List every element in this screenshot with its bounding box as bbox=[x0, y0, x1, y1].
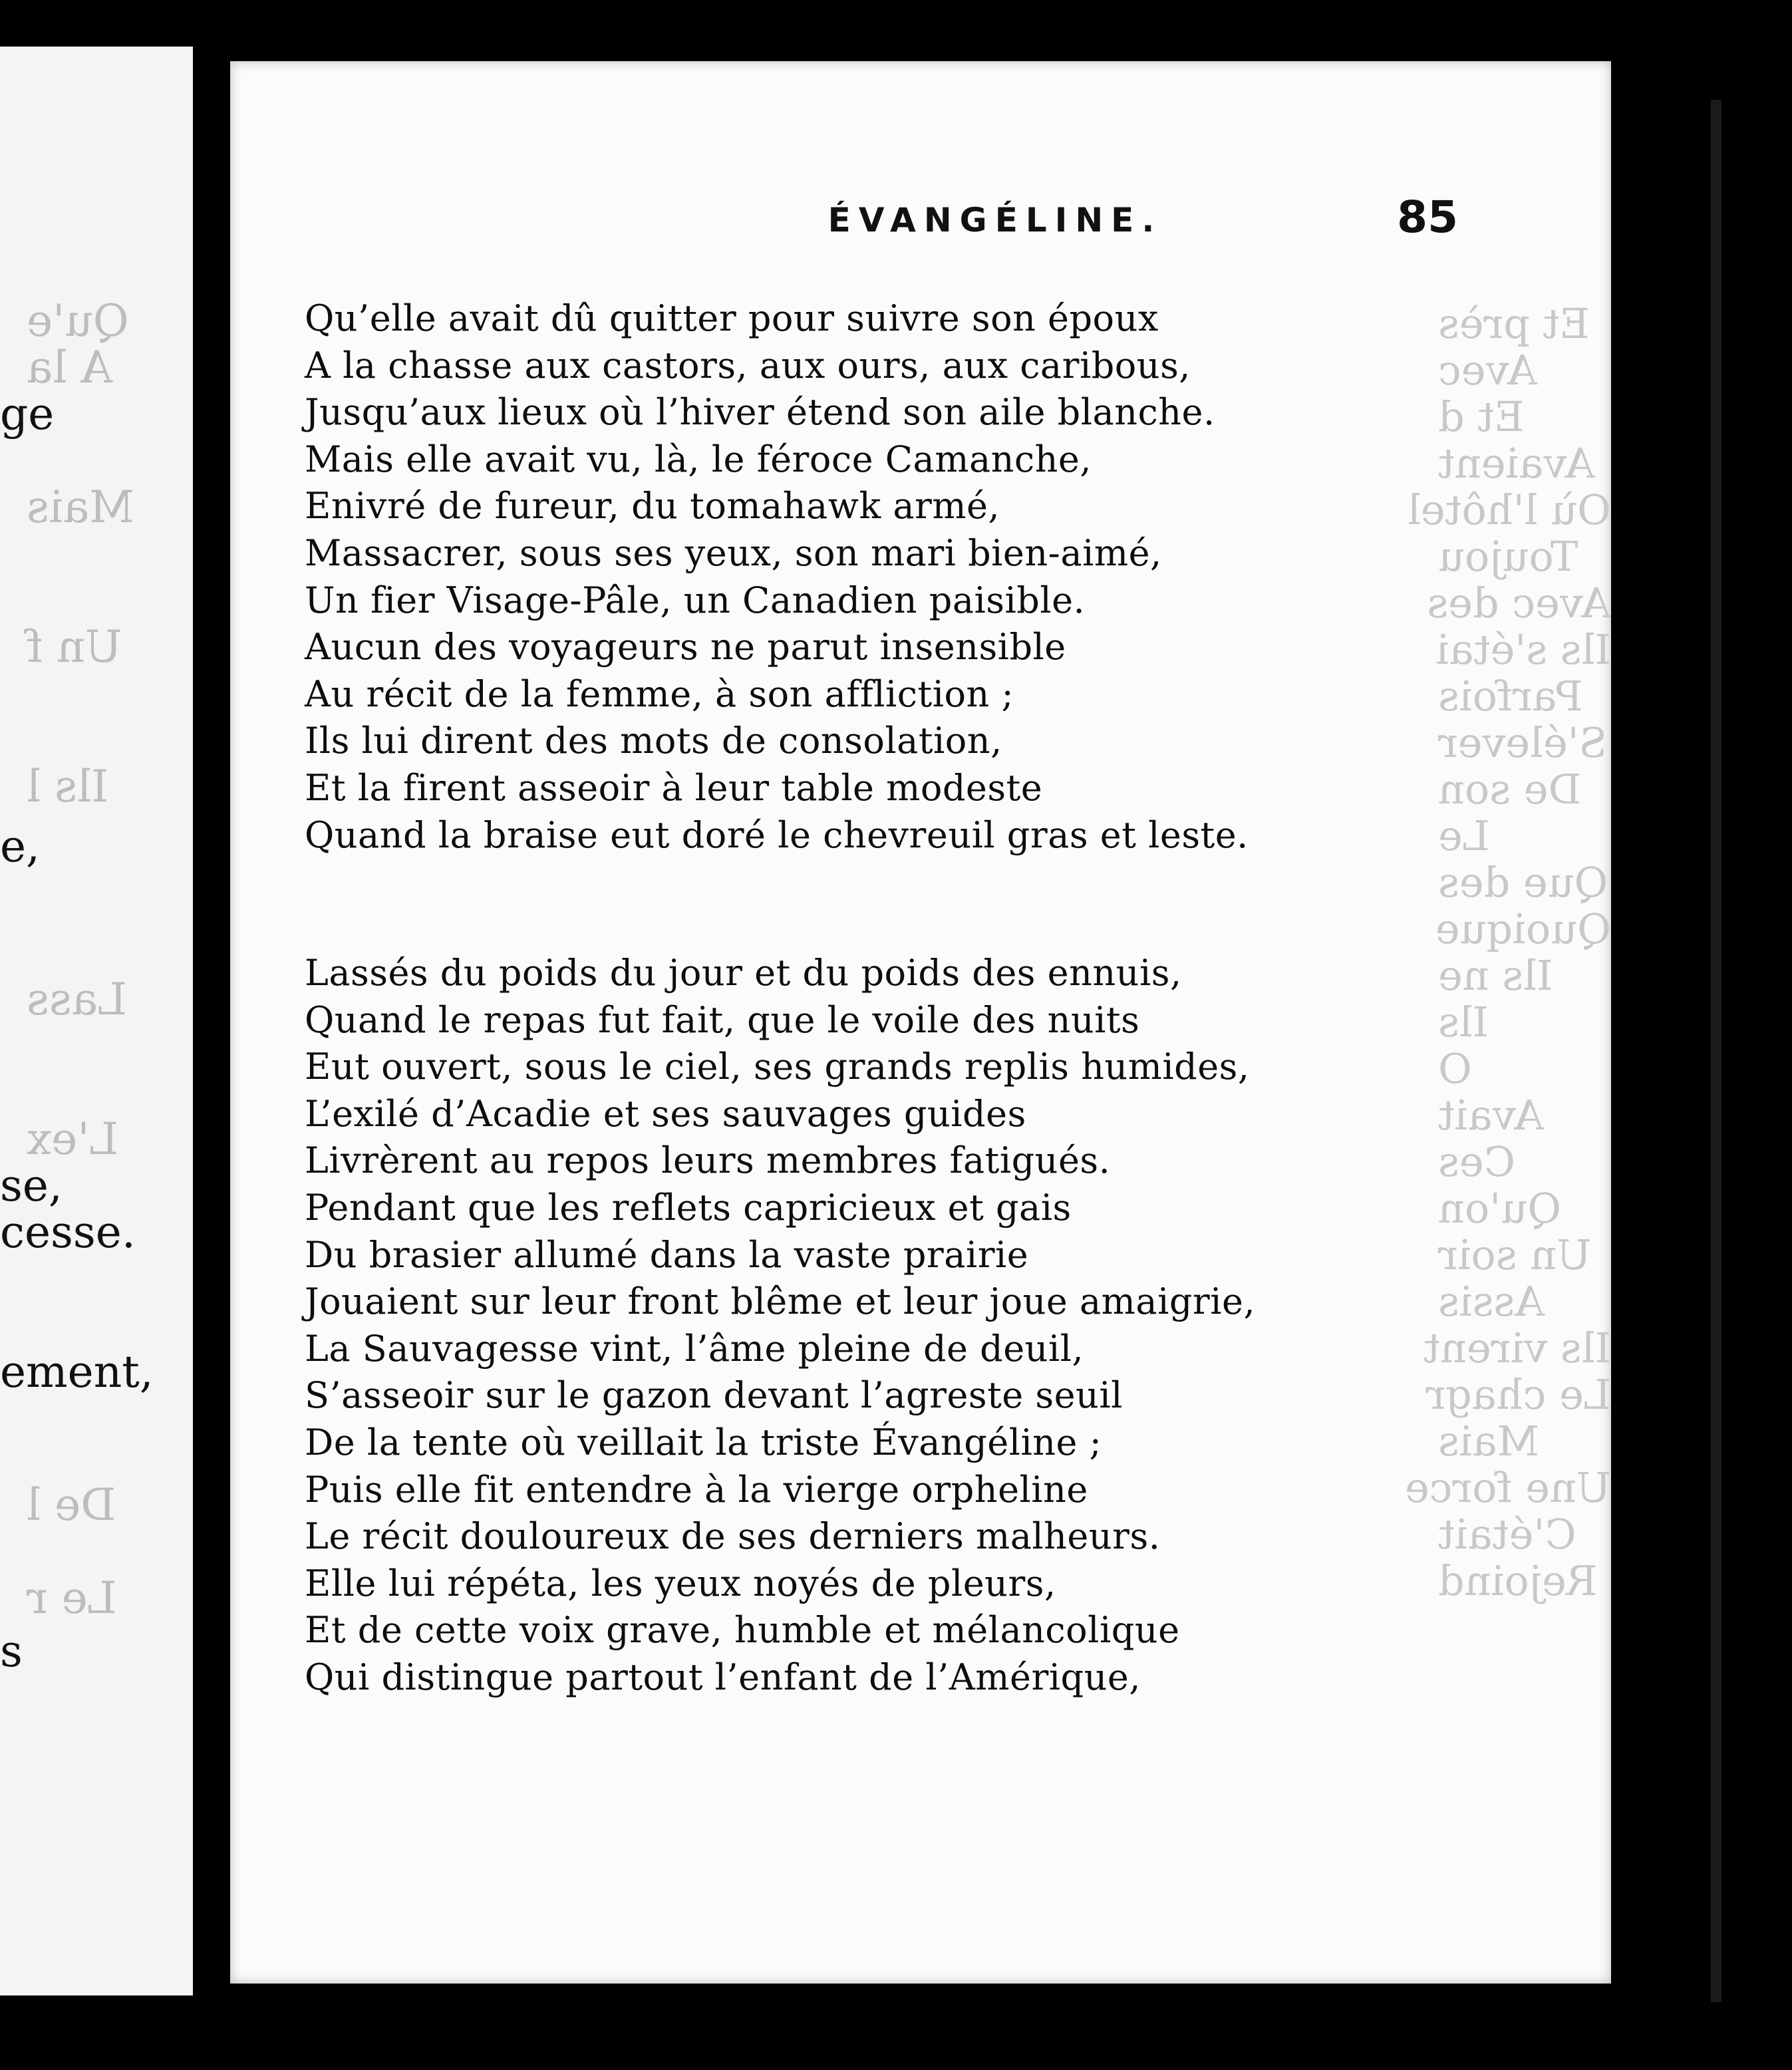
verse-line: Livrèrent au repos leurs membres fatigués. bbox=[305, 1139, 1111, 1182]
verse-line: Lassés du poids du jour et du poids des ennuis, bbox=[305, 952, 1182, 994]
running-head: ÉVANGÉLINE. bbox=[827, 201, 1163, 239]
verse-line: Au récit de la femme, à son affliction ; bbox=[305, 672, 1014, 715]
verse-line: Et de cette voix grave, humble et mélancolique bbox=[305, 1609, 1180, 1652]
left-fragment-text: ge bbox=[0, 388, 55, 440]
right-page-edge bbox=[1611, 0, 1792, 2070]
verse-line: Qu’elle avait dû quitter pour suivre son époux bbox=[305, 297, 1159, 339]
verse-line: Un fier Visage-Pâle, un Canadien paisible. bbox=[305, 579, 1086, 621]
page-number: 85 bbox=[1397, 192, 1458, 243]
poem-stanza bbox=[305, 950, 1255, 1701]
verse-line: S’asseoir sur le gazon devant l’agreste seuil bbox=[305, 1374, 1123, 1417]
verse-line: L’exilé d’Acadie et ses sauvages guides bbox=[305, 1092, 1026, 1135]
verse-line: Quand la braise eut doré le chevreuil gras et leste. bbox=[305, 813, 1249, 856]
verse-line: De la tente où veillait la triste Évangéline ; bbox=[305, 1421, 1102, 1463]
verse-line: Enivré de fureur, du tomahawk armé, bbox=[305, 485, 1000, 527]
verse-line: Pendant que les reflets capricieux et gais bbox=[305, 1186, 1072, 1229]
verse-line: Ils lui dirent des mots de consolation, bbox=[305, 720, 1002, 762]
verse-line: Qui distingue partout l’enfant de l’Amérique, bbox=[305, 1656, 1141, 1698]
left-fragment-text: s bbox=[0, 1626, 23, 1677]
book-page bbox=[230, 61, 1611, 1984]
verse-line: Aucun des voyageurs ne parut insensible bbox=[305, 626, 1066, 668]
left-fragment-text: e, bbox=[0, 821, 41, 872]
verse-line: Mais elle avait vu, là, le féroce Camanche, bbox=[305, 438, 1092, 480]
verse-line: Le récit douloureux de ses derniers malheurs. bbox=[305, 1515, 1161, 1558]
verse-line: Eut ouvert, sous le ciel, ses grands replis humides, bbox=[305, 1046, 1250, 1088]
verse-line: Quand le repas fut fait, que le voile des nuits bbox=[305, 998, 1140, 1041]
verse-line: A la chasse aux castors, aux ours, aux caribous, bbox=[305, 344, 1191, 386]
verse-line: Jouaient sur leur front blême et leur joue amaigrie, bbox=[305, 1280, 1256, 1323]
poem-stanza bbox=[305, 295, 1249, 859]
verse-line: Et la firent asseoir à leur table modeste bbox=[305, 766, 1043, 809]
verse-line: Puis elle fit entendre à la vierge orpheline bbox=[305, 1468, 1088, 1511]
left-page-fragment: Qu'e A la Mais Un f Ils l Lass L'ex De l Le r ge e, se, cesse. ement, s bbox=[0, 47, 193, 1996]
verse-line: Massacrer, sous ses yeux, son mari bien-aimé, bbox=[305, 531, 1162, 574]
show-through-text: Et près Avec Et d Avaient Où l'hôtel Toujou Avec des Ils s'étai Parfois S'élever De son Le Que des Quoique Ils ne Ils O Avait Ces Qu'on Un soir Assis Ils virent Le chagr Mais Une force C'était Rejoind bbox=[1405, 299, 1611, 1605]
verse-line: Elle lui répéta, les yeux noyés de pleurs, bbox=[305, 1562, 1056, 1604]
left-fragment-text: se, bbox=[0, 1160, 63, 1211]
left-fragment-text: cesse. bbox=[0, 1207, 136, 1258]
left-fragment-text: ement, bbox=[0, 1346, 154, 1398]
verse-line: Du brasier allumé dans la vaste prairie bbox=[305, 1233, 1029, 1276]
book-gutter bbox=[193, 0, 230, 2070]
verse-line: Jusqu’aux lieux où l’hiver étend son aile blanche. bbox=[305, 391, 1215, 434]
page-edge-sliver bbox=[1711, 100, 1721, 2002]
verse-line: La Sauvagesse vint, l’âme pleine de deuil, bbox=[305, 1327, 1084, 1370]
